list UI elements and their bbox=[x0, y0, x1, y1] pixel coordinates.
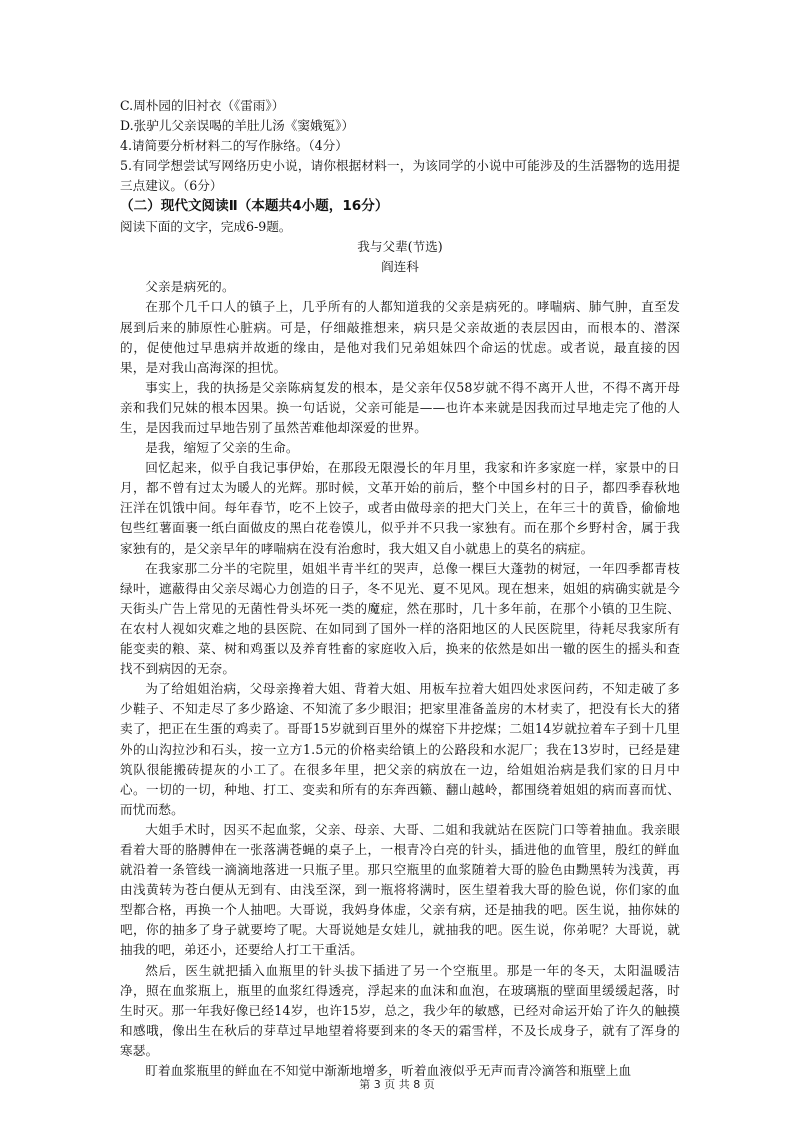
option-c: C.周朴园的旧衬衣（《雷雨》） bbox=[120, 98, 285, 113]
page-footer: 第 3 页 共 8 页 bbox=[359, 1078, 435, 1091]
article-paragraph: 是我，缩短了父亲的生命。 bbox=[145, 440, 299, 456]
article-paragraph: 然后，医生就把插入血瓶里的针头拔下插进了另一个空瓶里。那是一年的冬天，太阳温暖洁净，照在血浆瓶上，瓶里的血浆红得透亮，浮起来的血沫和血泡，在玻璃瓶的壁面里缓缓起落，时生时灭。那一年我好像已经14岁，也许15岁，总之，我少年的敏感，已经对命运开始了许久的触摸和感哦，像出生在秋后的芽草过早地望着将要到来的冬天的霜雪样，不及长成身子，就有了浑身的寒瑟。 bbox=[120, 962, 680, 1058]
page-content bbox=[120, 96, 680, 1081]
article-paragraph: 回忆起来，似乎自我记事伊始，在那段无限漫长的年月里，我家和许多家庭一样，家景中的日月，都不曾有过太为暖人的光辉。那时候，文革开始的前后，整个中国乡村的日子，都四季春秋地汪洋在饥饿中间。每年春节，吃不上饺子，或者由做母亲的把大门关上，在年三十的黄昏，偷偷地包些红薯面裹一纸白面做皮的黑白花卷馍儿，似乎并不只我一家独有。而在那个乡野村舍，属于我家独有的，是父亲早年的哮喘病在没有治愈时，我大姐又自小就患上的莫名的病症。 bbox=[120, 460, 680, 556]
article-paragraph: 为了给姐姐治病，父母亲搀着大姐、背着大姐、用板车拉着大姐四处求医问药，不知走破了多少鞋子、不知走尽了多少路途、不知流了多少眼泪；把家里准备盖房的木材卖了，把没有长大的猪卖了，把正在生蛋的鸡卖了。哥哥15岁就到百里外的煤窑下井挖煤；二姐14岁就拉着车子到十几里外的山沟拉沙和石头，按一立方1.5元的价格卖给镇上的公路段和水泥厂；我在13岁时，已经是建筑队很能搬砖提灰的小工了。在很多年里，把父亲的病放在一边，给姐姐治病是我们家的日月中心。一切的一切，种地、打工、变卖和所有的东奔西籁、翻山越岭，都围绕着姐姐的病而喜而忧、而忧而愁。 bbox=[120, 681, 680, 817]
reading-instruction: 阅读下面的文字，完成6-9题。 bbox=[120, 219, 292, 235]
article-paragraph: 在我家那二分半的宅院里，姐姐半青半红的哭声，总像一棵巨大蓬勃的树冠，一年四季都青枝绿叶，遮蔽得由父亲尽竭心力创造的日子，冬不见光、夏不见风。现在想来，姐姐的病确实就是今天街头广告上常见的无菌性骨头坏死一类的魔症，然在那时，几十多年前，在那个小镇的卫生院、在农村人视如灾难之地的县医院、在如同到了国外一样的洛阳地区的人民医院里，待耗尽我家所有能变卖的粮、菜、树和鸡蛋以及养育牲畜的家庭收入后，换来的依然是如出一辙的医生的摇头和查找不到病因的无奈。 bbox=[120, 560, 680, 677]
article-paragraph: 大姐手术时，因买不起血浆，父亲、母亲、大哥、二姐和我就站在医院门口等着抽血。我亲眼看着大哥的胳膊伸在一张落满苍蝇的桌子上，一根青冷白亮的针头，插进他的血管里，殷红的鲜血就沿着一条管线一滴滴地落进一只瓶子里。那只空瓶里的血浆随着大哥的脸色由黝黑转为浅黄，再由浅黄转为苍白便从无到有、由浅至深，到一瓶将将满时，医生望着我大哥的脸色说，你们家的血型都合格，再换一个人抽吧。大哥说，我妈身体虚，父亲有病，还是抽我的吧。医生说，抽你妹的吧，你的抽多了身子就要垮了呢。大哥说她是女娃儿，就抽我的吧。医生说，你弟呢？大哥说，就抽我的吧，弟还小，还要给人打工干重活。 bbox=[120, 821, 680, 958]
article-paragraph: 事实上，我的执扬是父亲陈病复发的根本，是父亲年仅58岁就不得不离开人世，不得不离开母亲和我们兄妹的根本因果。换一句话说，父亲可能是——也许本来就是因我而过早地走完了他的人生，是因我而过早地告别了虽然苦难他却深爱的世界。 bbox=[120, 379, 680, 435]
section-heading: （二）现代文阅读Ⅱ（本题共4小题，16分） bbox=[120, 198, 389, 215]
article-paragraph: 父亲是病死的。 bbox=[145, 279, 235, 295]
option-d: D.张驴儿父亲误喝的羊肚儿汤《窦娥冤》） bbox=[120, 118, 355, 134]
article-paragraph: 在那个几千口人的镇子上，几乎所有的人都知道我的父亲是病死的。哮喘病、肺气肿，直至发展到后来的肺原性心脏病。可是，仔细敲推想来，病只是父亲故逝的表层因由，而根本的、潜深的，促使他过早患病并故逝的缘由，是他对我们兄弟姐妹四个命运的忧虑。或者说，最直接的因果，是对我山高海深的担忧。 bbox=[120, 299, 680, 375]
question-4: 4.请简要分析材料二的写作脉络。（4分） bbox=[120, 138, 348, 154]
question-5: 5.有同学想尝试写网络历史小说，请你根据材料一，为该同学的小说中可能涉及的生活器物的选用提三点建议。（6分） bbox=[120, 158, 680, 194]
article-title: 我与父辈(节选) bbox=[357, 239, 443, 255]
article-author: 阎连科 bbox=[381, 259, 419, 275]
article-paragraph: 盯着血浆瓶里的鲜血在不知觉中渐渐地增多，听着血液似乎无声而青冷滴答和瓶壁上血 bbox=[145, 1063, 632, 1078]
